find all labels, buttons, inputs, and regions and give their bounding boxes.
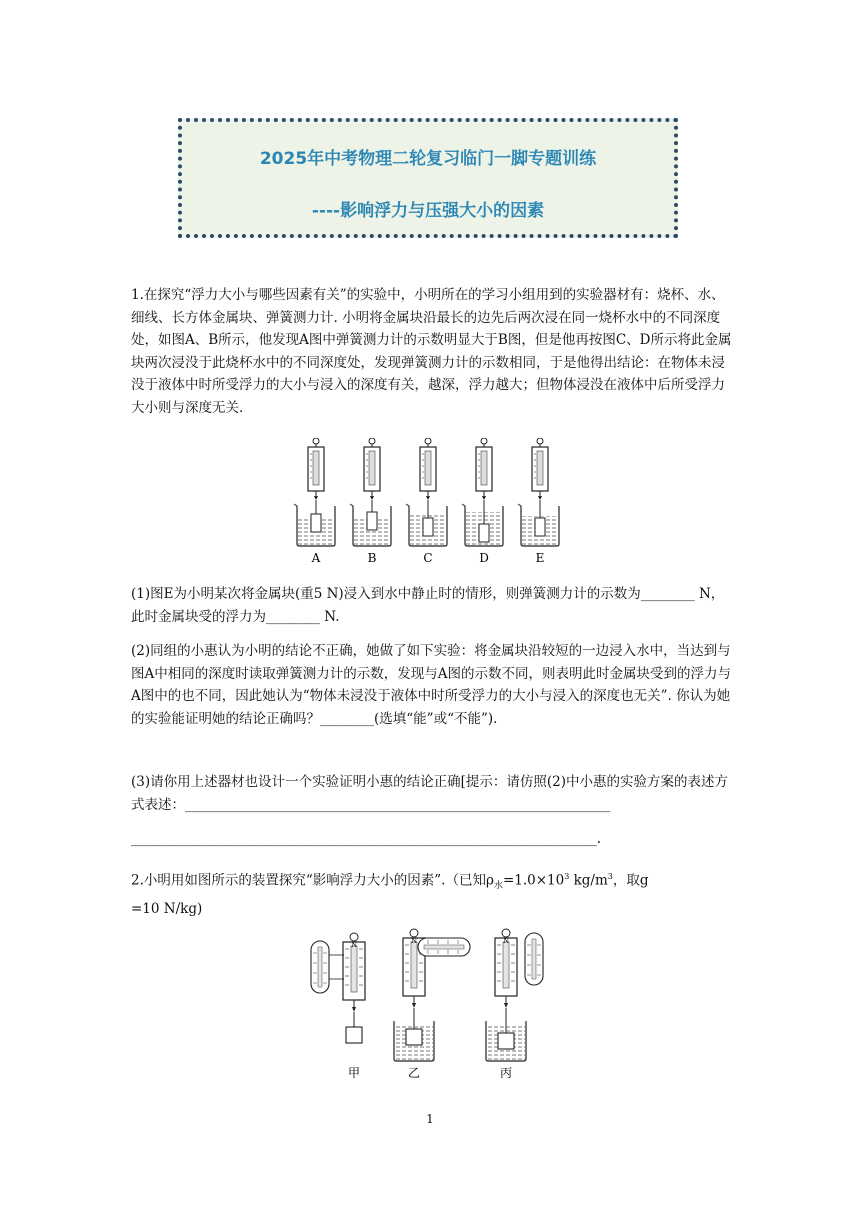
q2-rho-subscript: 水 — [493, 881, 503, 892]
label-c: C — [423, 551, 433, 565]
label-d: D — [479, 551, 489, 565]
question-1-part-3: (3)请你用上述器材也设计一个实验证明小惠的结论正确[提示：请仿照(2)中小惠的实验方案的表述方式表述：_______________________________________________________________ — [131, 774, 729, 813]
question-1-part-3-answer-line: _____________________________________________________________________. — [131, 831, 602, 847]
q2-exponent-2: 3 — [607, 872, 613, 881]
q2-stem-e: =10 N/kg) — [131, 900, 203, 917]
question-1-part-1: (1)图E为小明某次将金属块(重5 N)浸入到水中静止时的情形，则弹簧测力计的示数为________ N，此时金属块受的浮力为________ N. — [131, 586, 725, 625]
question-2-stem — [131, 866, 735, 920]
question-1-part-2: (2)同组的小惠认为小明的结论不正确，她做了如下实验：将金属块沿较短的一边浸入水中，当达到与图A中相同的深度时读取弹簧测力计的示数，发现与A图的示数不同，则表明此时金属块受到的浮力与A图中的也不同，因此她认为“物体未浸没于液体中时所受浮力的大小与浸入的深度也无关”. 你认为她的实验能证明她的结论正确吗？________(选填“能”或“不能”). — [131, 643, 731, 727]
scale-bing — [486, 929, 526, 1061]
magnifier-jia — [311, 941, 329, 993]
q2-stem-c: kg/m — [569, 872, 608, 889]
scale-a — [294, 438, 335, 546]
q2-stem-a: 2.小明用如图所示的装置探究“影响浮力大小的因素”.（已知ρ — [131, 872, 494, 889]
label-e: E — [535, 551, 545, 565]
q2-stem-b: =1.0×10 — [502, 872, 565, 889]
label-yi: 乙 — [407, 1066, 421, 1080]
scale-c — [406, 438, 447, 546]
question-1-stem: 1.在探究“浮力大小与哪些因素有关”的实验中，小明所在的学习小组用到的实验器材有：烧杯、水、细线、长方体金属块、弹簧测力计. 小明将金属块沿最长的边先后两次浸在同一烧杯水中的不同深度处，如图A、B所示，他发现A图中弹簧测力计的示数明显大于B图，但是他再按图C、D所示将此金属块两次浸没于此烧杯水中的不同深度处，发现弹簧测力计的示数相同，于是他得出结论：在物体未浸没于液体中时所受浮力的大小与浸入的深度有关，越深，浮力越大；但物体浸没在液体中后所受浮力大小则与深度无关. — [131, 287, 732, 416]
figure-1-spring-scales — [288, 438, 568, 568]
label-bing: 丙 — [499, 1066, 513, 1080]
label-jia: 甲 — [347, 1066, 361, 1080]
q2-exponent-1: 3 — [564, 872, 570, 881]
unit-label-jia: N — [350, 941, 358, 949]
label-b: B — [367, 551, 377, 565]
label-a: A — [311, 551, 321, 565]
magnifier-yi — [418, 938, 470, 956]
title-box — [178, 118, 678, 238]
page-number: 1 — [426, 1112, 434, 1126]
figure-2-spring-scales — [296, 925, 566, 1085]
scale-b — [350, 438, 391, 546]
title-line-1: 2025年中考物理二轮复习临门一脚专题训练 — [259, 149, 597, 169]
scale-d — [462, 438, 503, 546]
scale-jia — [343, 933, 365, 1043]
q2-stem-d: ，取g — [612, 872, 649, 889]
magnifier-bing — [525, 933, 543, 985]
unit-label-bing: N — [502, 937, 510, 945]
unit-label-yi: N — [410, 937, 418, 945]
title-line-2: ----影响浮力与压强大小的因素 — [311, 201, 545, 221]
scale-e — [518, 438, 559, 546]
